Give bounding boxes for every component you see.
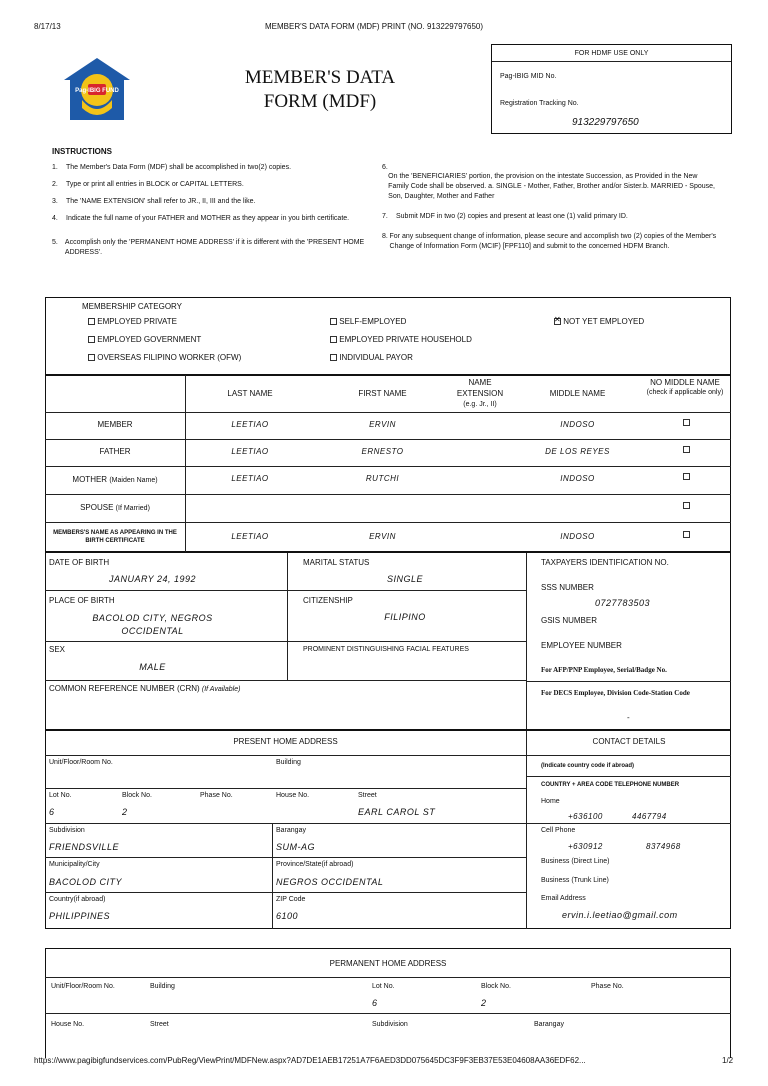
row-middle-name: INDOSO	[560, 420, 595, 429]
lot-label: Lot No.	[49, 792, 72, 799]
header-ext-line: NAME	[468, 378, 492, 387]
barangay-value: SUM-AG	[276, 842, 315, 852]
phase-label: Phase No.	[200, 792, 233, 799]
rtn-label: Registration Tracking No.	[500, 100, 579, 107]
row-last-name: LEETIAO	[231, 474, 269, 483]
membership-option-label: EMPLOYED GOVERNMENT	[97, 335, 202, 344]
sss-label: SSS NUMBER	[541, 583, 594, 592]
crn-label	[49, 684, 240, 693]
form-title-line1: MEMBER'S DATA	[244, 67, 396, 88]
instruction-num: 5.	[52, 239, 58, 246]
footer-page: 1/2	[722, 1056, 734, 1065]
checkbox-icon[interactable]	[683, 446, 690, 453]
checkbox-icon[interactable]	[88, 336, 95, 343]
membership-option-label: INDIVIDUAL PAYOR	[339, 353, 413, 362]
instruction-text: Indicate the full name of your FATHER and MOTHER as they appear in you birth certificate.	[66, 215, 350, 222]
row-label: MEMBER	[97, 420, 133, 429]
instruction-num: 2.	[52, 181, 58, 188]
row-last-name: LEETIAO	[231, 420, 269, 429]
header-nomid-line: (check if applicable only)	[646, 389, 724, 396]
afp-pnp-label: For AFP/PNP Employee, Serial/Badge No.	[541, 666, 667, 674]
email-value: ervin.i.leetiao@gmail.com	[562, 910, 678, 920]
instruction-num: 7.	[382, 213, 388, 220]
perm-subdivision-label: Subdivision	[372, 1021, 408, 1028]
perm-lot-value: 6	[372, 998, 378, 1008]
divider	[526, 823, 731, 824]
sss-value: 0727783503	[595, 598, 651, 608]
row-first-name: ERVIN	[369, 420, 396, 429]
instruction-text: Submit MDF in two (2) copies and present at least one (1) valid primary ID.	[396, 213, 628, 220]
row-label-main: MOTHER	[72, 475, 108, 484]
hdmf-header: FOR HDMF USE ONLY	[492, 45, 731, 62]
deped-label: For DECS Employee, Division Code-Station Code	[541, 689, 690, 697]
province-label: Province/State(if abroad)	[276, 861, 354, 868]
block-label: Block No.	[122, 792, 152, 799]
cell-label: Cell Phone	[541, 827, 576, 834]
instruction-text: The Member's Data Form (MDF) shall be accomplished in two(2) copies.	[66, 164, 292, 171]
dob-value: JANUARY 24, 1992	[108, 574, 197, 584]
citizenship-label: CITIZENSHIP	[303, 596, 353, 605]
checkbox-icon[interactable]	[683, 502, 690, 509]
zip-label: ZIP Code	[276, 896, 306, 903]
header-ext-line: EXTENSION	[456, 389, 504, 398]
membership-option[interactable]	[330, 335, 472, 344]
logo-text: Pag-IBIG FUND	[75, 88, 119, 94]
divider	[45, 729, 731, 731]
divider	[45, 680, 526, 681]
instruction-num: 8.	[382, 233, 388, 240]
table-row	[45, 413, 731, 439]
checkbox-icon[interactable]	[330, 354, 337, 361]
employee-number-label: EMPLOYEE NUMBER	[541, 641, 622, 650]
no-middle-checkbox[interactable]	[683, 418, 690, 427]
cell-number: 8374968	[646, 842, 681, 851]
header-name-extension	[440, 377, 520, 410]
membership-option[interactable]	[330, 353, 413, 362]
membership-option[interactable]	[88, 335, 201, 344]
checked-checkbox-icon[interactable]	[554, 318, 561, 325]
row-label-sub: (If Married)	[115, 505, 150, 512]
membership-option[interactable]	[88, 317, 177, 326]
table-row	[45, 523, 731, 551]
no-middle-checkbox[interactable]	[683, 472, 690, 481]
instructions-title: INSTRUCTIONS	[52, 147, 112, 156]
divider	[45, 374, 731, 376]
row-label: FATHER	[99, 447, 131, 456]
citizenship-value: FILIPINO	[384, 612, 426, 622]
contact-note: (Indicate country code if abroad)	[541, 763, 635, 769]
perm-house-label: House No.	[51, 1021, 85, 1028]
country-label: Country(if abroad)	[49, 896, 106, 903]
instructions-left	[52, 163, 377, 258]
perm-unit-label: Unit/Floor/Room No.	[51, 983, 115, 990]
instruction-text: For any subsequent change of information, please secure and accomplish two (2) copies of the Member's Change of Information Form (MCIF) [FPF110] and submit to the concerned HDFM Branch.	[389, 233, 717, 250]
mid-label: Pag-IBIG MID No.	[500, 73, 557, 80]
municipality-label: Municipality/City	[49, 861, 100, 868]
pob-value-line: BACOLOD CITY, NEGROS	[92, 613, 213, 623]
form-title	[210, 66, 430, 114]
membership-option-label: EMPLOYED PRIVATE HOUSEHOLD	[339, 335, 472, 344]
crn-note: (If Available)	[201, 686, 241, 693]
row-label	[45, 503, 185, 512]
instruction-text: Accomplish only the 'PERMANENT HOME ADDRESS' if it is different with the 'PRESENT HOME ADDRESS'.	[64, 239, 365, 256]
email-label: Email Address	[541, 895, 586, 902]
header-no-middle-name	[640, 378, 730, 398]
header-middle-name: MIDDLE NAME	[549, 389, 606, 398]
instructions-right	[382, 163, 717, 252]
pob-label: PLACE OF BIRTH	[49, 596, 115, 605]
block-value: 2	[122, 807, 128, 817]
permanent-address-title: PERMANENT HOME ADDRESS	[329, 959, 447, 968]
contact-details-title: CONTACT DETAILS	[592, 737, 666, 746]
row-middle-name: INDOSO	[560, 532, 595, 541]
house-label: House No.	[276, 792, 310, 799]
table-row	[45, 467, 731, 494]
footer-url[interactable]: https://www.pagibigfundservices.com/PubReg/ViewPrint/MDFNew.aspx?AD7DE1AEB17251A7F6AED3DD075645DC3F9F3EB37E53E04608AA36EDF62...	[34, 1056, 586, 1065]
row-first-name: ERVIN	[369, 532, 396, 541]
header-first-name: FIRST NAME	[358, 389, 407, 398]
checkbox-icon[interactable]	[683, 473, 690, 480]
row-last-name: LEETIAO	[231, 532, 269, 541]
home-label: Home	[541, 798, 560, 805]
divider	[272, 823, 273, 929]
checkbox-icon[interactable]	[683, 419, 690, 426]
barangay-label: Barangay	[276, 827, 306, 834]
checkbox-icon[interactable]	[88, 354, 95, 361]
checkbox-icon[interactable]	[683, 531, 690, 538]
checkbox-icon[interactable]	[330, 336, 337, 343]
subdivision-label: Subdivision	[49, 827, 85, 834]
id-dash: -	[627, 713, 630, 722]
print-date: 8/17/13	[34, 22, 61, 31]
row-first-name: ERNESTO	[361, 447, 404, 456]
street-label: Street	[358, 792, 377, 799]
divider	[45, 892, 526, 893]
table-row	[45, 440, 731, 466]
no-middle-checkbox[interactable]	[683, 501, 690, 510]
subdivision-value: FRIENDSVILLE	[49, 842, 120, 852]
cell-code: +630912	[568, 842, 603, 851]
perm-barangay-label: Barangay	[534, 1021, 564, 1028]
header-last-name: LAST NAME	[227, 389, 273, 398]
divider	[526, 681, 731, 682]
present-address-title: PRESENT HOME ADDRESS	[233, 737, 338, 746]
divider	[45, 1013, 731, 1014]
membership-title: MEMBERSHIP CATEGORY	[82, 302, 183, 311]
no-middle-checkbox[interactable]	[683, 530, 690, 539]
row-first-name: RUTCHI	[365, 474, 400, 483]
row-last-name: LEETIAO	[231, 447, 269, 456]
tin-label: TAXPAYERS IDENTIFICATION NO.	[541, 558, 669, 567]
checkbox-icon[interactable]	[330, 318, 337, 325]
lot-value: 6	[49, 807, 55, 817]
instruction-num: 1.	[52, 164, 58, 171]
no-middle-checkbox[interactable]	[683, 445, 690, 454]
pob-value	[60, 612, 245, 638]
membership-option[interactable]	[88, 353, 241, 362]
municipality-value: BACOLOD CITY	[49, 877, 123, 887]
divider	[45, 641, 526, 642]
print-title: MEMBER'S DATA FORM (MDF) PRINT (NO. 913229797650)	[265, 22, 484, 31]
marital-value: SINGLE	[386, 574, 423, 584]
perm-block-value: 2	[481, 998, 487, 1008]
table-row	[45, 495, 731, 522]
instruction-text: On the 'BENEFICIARIES' portion, the provision on the intestate Succession, as Provided in the New Family Code shall be observed. a. SINGLE - Mother, Father, Brother and/or Sister.b. MARRIED - Spouse, Son, Daughter, Mother and Father	[388, 173, 715, 200]
membership-option-label: SELF-EMPLOYED	[339, 317, 407, 326]
form-title-line2: FORM (MDF)	[263, 91, 377, 112]
membership-option-label: EMPLOYED PRIVATE	[97, 317, 177, 326]
row-label-sub: (Maiden Name)	[109, 477, 158, 484]
divider	[45, 590, 526, 591]
perm-building-label: Building	[150, 983, 175, 990]
instruction-num: 3.	[52, 198, 58, 205]
country-value: PHILIPPINES	[49, 911, 111, 921]
row-middle-name: INDOSO	[560, 474, 595, 483]
membership-option-label: NOT YET EMPLOYED	[563, 317, 645, 326]
features-label: PROMINENT DISTINGUISHING FACIAL FEATURES	[303, 646, 469, 653]
province-value: NEGROS OCCIDENTAL	[276, 877, 384, 887]
sex-value: MALE	[139, 662, 166, 672]
perm-street-label: Street	[150, 1021, 169, 1028]
telephone-header: COUNTRY + AREA CODE TELEPHONE NUMBER	[541, 782, 680, 788]
rtn-value: 913229797650	[572, 117, 639, 128]
zip-value: 6100	[276, 911, 299, 921]
divider	[287, 553, 288, 680]
divider	[526, 776, 731, 777]
business-direct-label: Business (Direct Line)	[541, 858, 610, 865]
pagibig-logo	[62, 56, 132, 124]
crn-label-text: COMMON REFERENCE NUMBER (CRN)	[49, 684, 200, 693]
divider	[45, 977, 731, 978]
perm-lot-label: Lot No.	[372, 983, 395, 990]
dob-label: DATE OF BIRTH	[49, 558, 110, 567]
instruction-text: The 'NAME EXTENSION' shall refer to JR., II, III and the like.	[66, 198, 256, 205]
sex-label: SEX	[49, 645, 66, 654]
row-label: MEMBERS'S NAME AS APPEARING IN THE BIRTH CERTIFICATE	[53, 530, 177, 544]
divider	[45, 755, 731, 756]
perm-block-label: Block No.	[481, 983, 511, 990]
unit-label: Unit/Floor/Room No.	[49, 759, 113, 766]
membership-option-label: OVERSEAS FILIPINO WORKER (OFW)	[97, 353, 242, 362]
membership-option[interactable]	[554, 317, 644, 326]
header-ext-line: (e.g. Jr., II)	[463, 401, 497, 408]
home-number: 4467794	[632, 812, 667, 821]
divider	[45, 551, 731, 553]
row-label	[45, 475, 185, 484]
instruction-text: Type or print all entries in BLOCK or CAPITAL LETTERS.	[66, 181, 244, 188]
row-label-main: SPOUSE	[80, 503, 114, 512]
instruction-num: 4.	[52, 215, 58, 222]
marital-label: MARITAL STATUS	[303, 558, 370, 567]
business-trunk-label: Business (Trunk Line)	[541, 877, 609, 884]
divider	[45, 788, 526, 789]
checkbox-icon[interactable]	[88, 318, 95, 325]
street-value: EARL CAROL ST	[358, 807, 436, 817]
row-middle-name: DE LOS REYES	[545, 447, 610, 456]
divider	[45, 823, 526, 824]
building-label: Building	[276, 759, 301, 766]
hdmf-use-box	[491, 44, 732, 134]
pob-value-line: OCCIDENTAL	[121, 626, 184, 636]
membership-option[interactable]	[330, 317, 406, 326]
instruction-num: 6.	[382, 164, 388, 171]
perm-phase-label: Phase No.	[591, 983, 624, 990]
divider	[45, 857, 526, 858]
header-nomid-line: NO MIDDLE NAME	[650, 378, 720, 387]
home-code: +636100	[568, 812, 603, 821]
gsis-label: GSIS NUMBER	[541, 616, 598, 625]
